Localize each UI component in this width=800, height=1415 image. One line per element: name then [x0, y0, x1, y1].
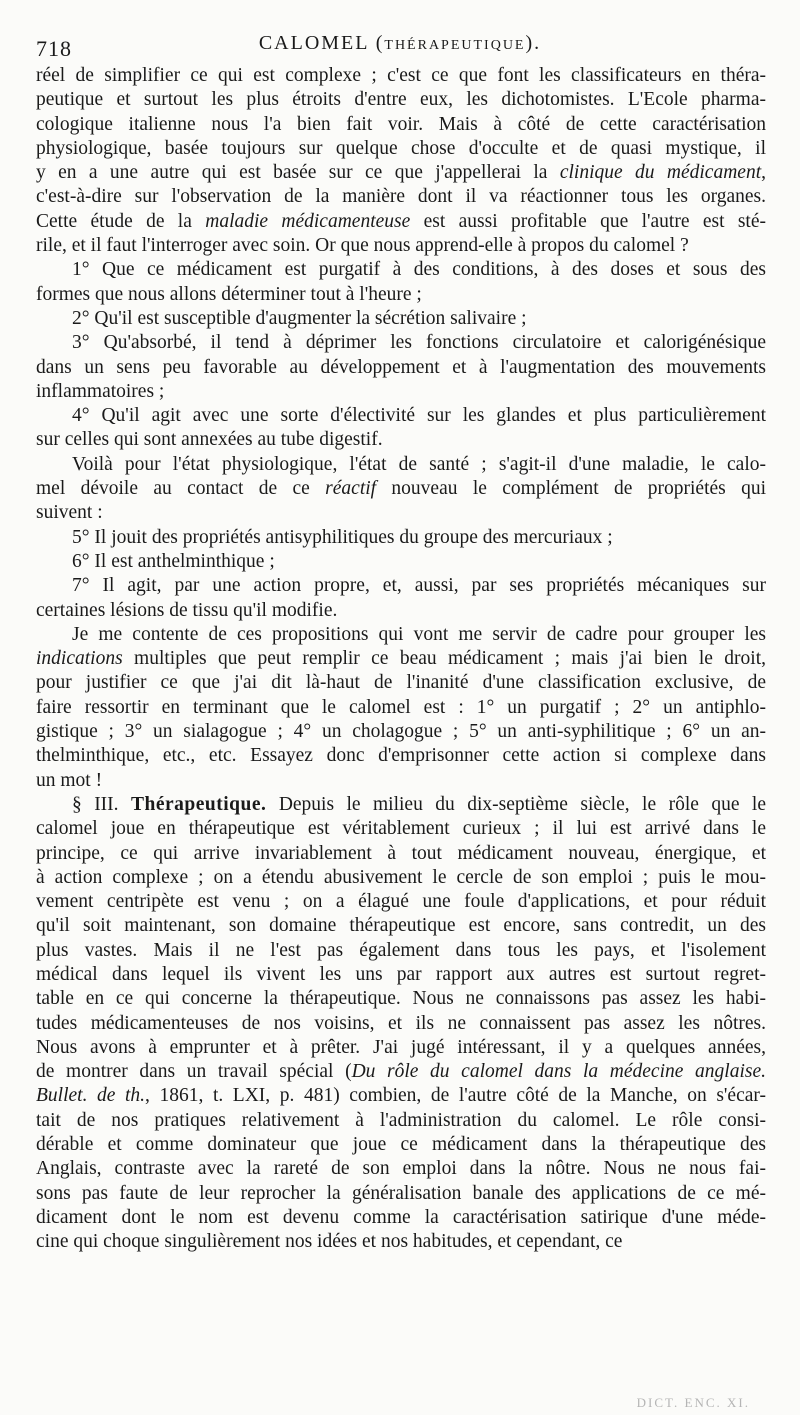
- text-line: 2° Qu'il est susceptible d'augmenter la sécrétion salivaire ;: [72, 307, 527, 329]
- text-line: physiologique, basée toujours sur quelque chose d'occulte et de quasi mystique, il: [36, 137, 766, 159]
- text-line: 5° Il jouit des propriétés antisyphilitiques du groupe des mercuriaux ;: [72, 526, 613, 548]
- italic-phrase: indications: [36, 648, 123, 670]
- italic-phrase: Du rôle du calomel dans la médecine anglaise.: [351, 1061, 766, 1083]
- text-line: tait de nos pratiques relativement à l'administration du calomel. Le rôle consi-: [36, 1109, 766, 1131]
- running-title: [36, 32, 764, 55]
- text-line: dans un sens peu favorable au développement et à l'augmentation des mouvements: [36, 356, 766, 378]
- text-line: mel dévoile au contact de ce réactif nouveau le complément de propriétés qui: [36, 478, 766, 500]
- text-line: y en a une autre qui est basée sur ce que j'appellerai la clinique du médicament,: [36, 162, 766, 184]
- text-line: un mot !: [36, 769, 103, 791]
- italic-phrase: maladie médicamenteuse: [205, 210, 411, 232]
- text-line: formes que nous allons déterminer tout à l'heure ;: [36, 283, 422, 305]
- text-line: 6° Il est anthelminthique ;: [72, 550, 275, 572]
- text-line: faire ressortir en terminant que le calomel est : 1° un purgatif ; 2° un antiphlo-: [36, 696, 766, 718]
- text-line: sons pas faute de leur reprocher la généralisation banale des applications de ce mé-: [36, 1182, 766, 1204]
- text-line: Voilà pour l'état physiologique, l'état de santé ; s'agit-il d'une maladie, le calo-: [72, 453, 766, 475]
- text-line: thelminthique, etc., etc. Essayez donc d'emprisonner cette action si complexe dans: [36, 745, 766, 767]
- text-line: Anglais, contraste avec la rareté de son emploi dans la nôtre. Nous ne nous fai-: [36, 1158, 766, 1180]
- text-line: sur celles qui sont annexées au tube digestif.: [36, 429, 383, 451]
- text-line: de montrer dans un travail spécial (Du rôle du calomel dans la médecine anglaise.: [36, 1061, 766, 1083]
- text-line: c'est-à-dire sur l'observation de la manière dont il va réactionner tous les organes.: [36, 186, 766, 208]
- text-line: 7° Il agit, par une action propre, et, aussi, par ses propriétés mécaniques sur: [72, 575, 766, 597]
- text-line: pour justifier ce que j'ai dit là-haut de l'inanité d'une classification exclusive, de: [36, 672, 766, 694]
- text-line: à action complexe ; on a étendu abusivement le cercle de son emploi ; puis le mou-: [36, 866, 766, 888]
- section-title: Thérapeutique.: [130, 793, 267, 815]
- text-line: vement centripète est venu ; on a élagué une foule d'applications, et pour réduit: [36, 891, 766, 913]
- text-line: Nous avons à emprunter et à prêter. J'ai jugé intéressant, il y a quelques années,: [36, 1036, 766, 1058]
- text-line: peutique et surtout les plus étroits d'entre eux, les dichotomistes. L'Ecole pharma-: [36, 89, 766, 111]
- body-text: [36, 64, 766, 1255]
- text-line: rile, et il faut l'interroger avec soin. Or que nous apprend-elle à propos du calomel ?: [36, 235, 689, 257]
- text-line: dérable et comme dominateur que joue ce médicament dans la thérapeutique des: [36, 1134, 766, 1156]
- text-line: table en ce qui concerne la thérapeutique. Nous ne connaissons pas assez les habi-: [36, 988, 766, 1010]
- text-line: Je me contente de ces propositions qui vont me servir de cadre pour grouper les: [72, 623, 766, 645]
- section-number: § III.: [72, 793, 131, 815]
- text-line: 1° Que ce médicament est purgatif à des conditions, à des doses et sous des: [72, 259, 766, 281]
- text-line: [36, 793, 766, 817]
- text-line: Bullet. de th., 1861, t. LXI, p. 481) combien, de l'autre côté de la Manche, on s'écar-: [36, 1085, 766, 1107]
- text-line: réel de simplifier ce qui est complexe ; c'est ce que font les classificateurs en théra-: [36, 65, 766, 86]
- text-line: principe, ce qui arrive invariablement à tout médicament nouveau, énergique, et: [36, 842, 766, 864]
- page-number: 718: [36, 36, 72, 61]
- text-line: indications multiples que peut remplir ce beau médicament ; mais j'ai bien le droit,: [36, 648, 766, 670]
- text-line: qu'il soit maintenant, son domaine thérapeutique est encore, sans contredit, un des: [36, 915, 766, 937]
- running-title-end: ).: [525, 32, 542, 54]
- text-line: tudes médicamenteuses de nos voisins, et ils ne connaissent pas assez les nôtres.: [36, 1012, 766, 1034]
- section-text: Depuis le milieu du dix-septième siècle, le rôle que le: [266, 793, 766, 815]
- italic-phrase: réactif: [325, 478, 377, 500]
- text-line: gistique ; 3° un sialagogue ; 4° un cholagogue ; 5° un anti-syphilitique ; 6° un an-: [36, 721, 766, 743]
- text-line: suivent :: [36, 502, 103, 524]
- running-title-smallcaps: THÉRAPEUTIQUE: [384, 38, 526, 53]
- text-line: dicament dont le nom est devenu comme la caractérisation satirique d'une méde-: [36, 1206, 766, 1228]
- text-line: 3° Qu'absorbé, il tend à déprimer les fonctions circulatoire et calorigénésique: [72, 332, 766, 354]
- text-line: certaines lésions de tissu qu'il modifie.: [36, 599, 338, 621]
- page-header: [36, 30, 764, 60]
- text-line: calomel joue en thérapeutique est véritablement curieux ; il lui est arrivé dans le: [36, 818, 766, 840]
- text-line: plus vastes. Mais il ne l'est pas également dans tous les pays, et l'isolement: [36, 939, 766, 961]
- italic-phrase: clinique du médicament: [559, 162, 762, 184]
- italic-phrase: Bullet. de th.: [36, 1085, 146, 1107]
- text-line: médical dans lequel ils vivent les uns par rapport aux autres est surtout regret-: [36, 963, 766, 985]
- text-line: cologique italienne nous l'a bien fait voir. Mais à côté de cette caractérisation: [36, 113, 766, 135]
- text-line: Cette étude de la maladie médicamenteuse est aussi profitable que l'autre est sté-: [36, 210, 766, 232]
- text-line: inflammatoires ;: [36, 380, 165, 402]
- text-line: 4° Qu'il agit avec une sorte d'électivité sur les glandes et plus particulièrement: [72, 405, 766, 427]
- text-line: cine qui choque singulièrement nos idées et nos habitudes, et cependant, ce: [36, 1231, 623, 1253]
- running-title-main: CALOMEL (: [258, 32, 385, 54]
- signature-mark: DICT. ENC. XI.: [636, 1395, 750, 1410]
